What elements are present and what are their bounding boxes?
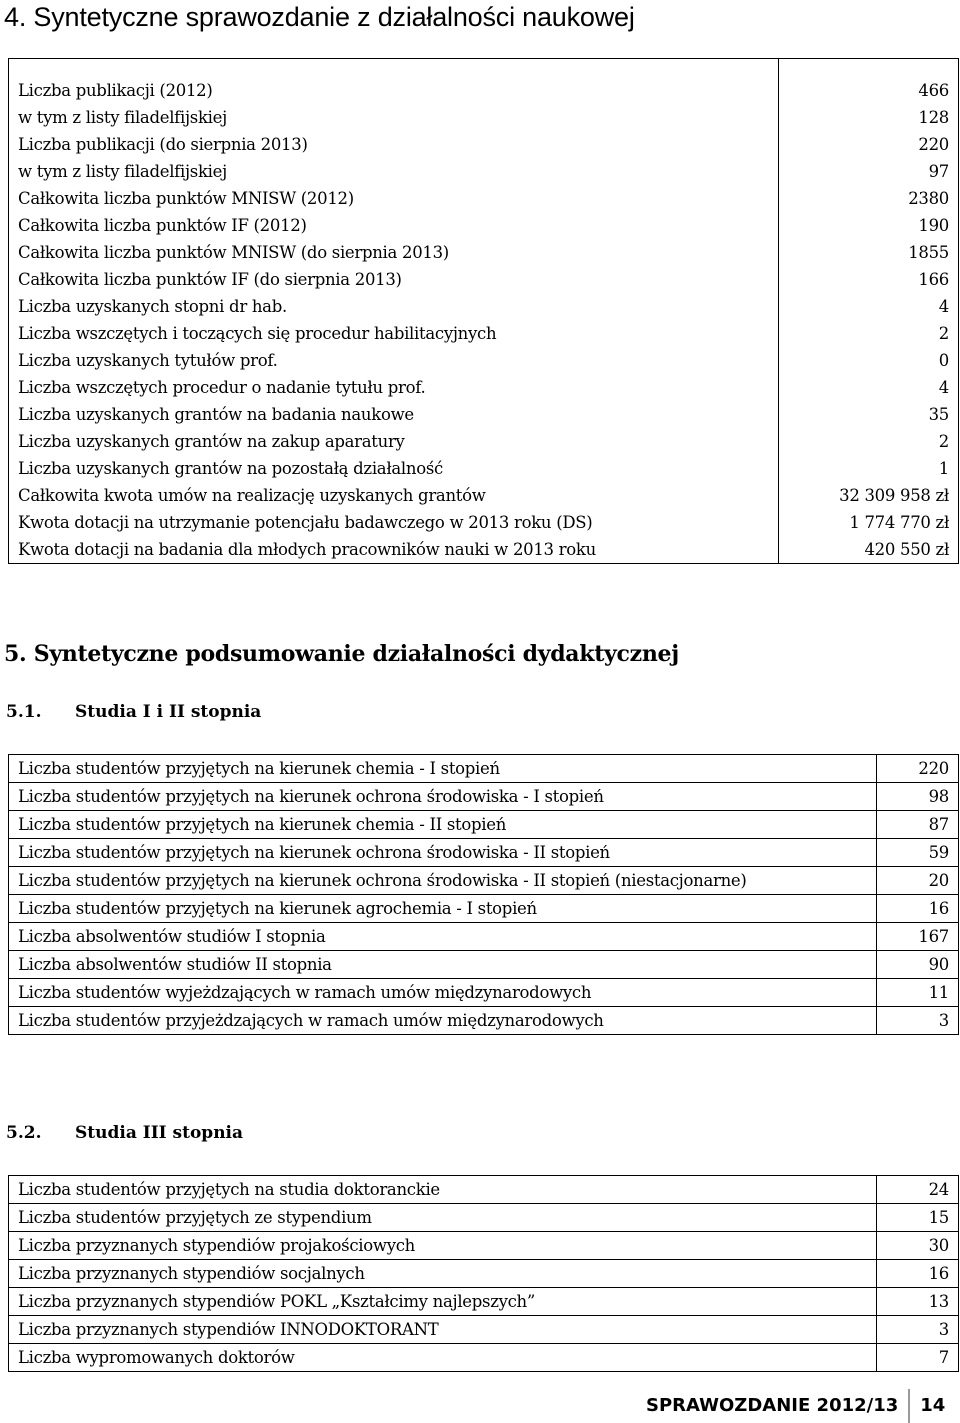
subsection-5-1-heading	[6, 700, 261, 724]
row-value: 1855	[779, 239, 959, 266]
row-value: 32 309 958 zł	[779, 482, 959, 509]
page-number: 14	[920, 1395, 946, 1416]
table-row	[9, 839, 959, 867]
section-5-heading: 5. Syntetyczne podsumowanie działalności dydaktycznej	[4, 641, 679, 667]
row-value: 20	[877, 867, 959, 895]
footer-report-label: SPRAWOZDANIE 2012/13	[646, 1395, 899, 1416]
table-row	[9, 104, 959, 131]
row-label: Liczba studentów przyjętych na kierunek ochrona środowiska - II stopień (niestacjonarne)	[9, 867, 877, 895]
row-value: 0	[779, 347, 959, 374]
subsection-number: 5.1.	[6, 702, 42, 722]
subsection-5-2-heading	[6, 1121, 243, 1145]
row-label: Liczba absolwentów studiów I stopnia	[9, 923, 877, 951]
table-row	[9, 482, 959, 509]
table-row	[9, 1007, 959, 1035]
table-row	[9, 783, 959, 811]
row-value: 420 550 zł	[779, 536, 959, 564]
row-label: Liczba absolwentów studiów II stopnia	[9, 951, 877, 979]
subsection-number: 5.2.	[6, 1123, 42, 1143]
row-value: 16	[877, 1260, 959, 1288]
row-label: Liczba uzyskanych grantów na zakup aparatury	[9, 428, 779, 455]
row-label: Liczba wypromowanych doktorów	[9, 1344, 877, 1372]
row-label: Całkowita liczba punktów MNISW (do sierpnia 2013)	[9, 239, 779, 266]
table-row	[9, 811, 959, 839]
row-label: Liczba uzyskanych grantów na pozostałą działalność	[9, 455, 779, 482]
table-row	[9, 536, 959, 564]
row-value: 7	[877, 1344, 959, 1372]
row-label: Liczba publikacji (2012)	[9, 77, 779, 104]
table-row	[9, 755, 959, 783]
row-value: 4	[779, 374, 959, 401]
row-label: Całkowita liczba punktów IF (2012)	[9, 212, 779, 239]
row-label: Liczba uzyskanych grantów na badania naukowe	[9, 401, 779, 428]
row-label: Liczba publikacji (do sierpnia 2013)	[9, 131, 779, 158]
row-label: Całkowita liczba punktów MNISW (2012)	[9, 185, 779, 212]
table-row	[9, 923, 959, 951]
row-value: 11	[877, 979, 959, 1007]
row-label: Liczba przyznanych stypendiów socjalnych	[9, 1260, 877, 1288]
page-footer	[646, 1389, 945, 1423]
subsection-title: Studia III stopnia	[75, 1123, 244, 1143]
row-value: 190	[779, 212, 959, 239]
row-value: 220	[877, 755, 959, 783]
row-value: 466	[779, 77, 959, 104]
row-label: Całkowita liczba punktów IF (do sierpnia 2013)	[9, 266, 779, 293]
table-row	[9, 1344, 959, 1372]
row-label: Liczba przyznanych stypendiów projakościowych	[9, 1232, 877, 1260]
table-row	[9, 1260, 959, 1288]
row-value: 24	[877, 1176, 959, 1204]
row-label: w tym z listy filadelfijskiej	[9, 104, 779, 131]
row-value: 16	[877, 895, 959, 923]
footer-divider	[908, 1389, 910, 1423]
table-row	[9, 1204, 959, 1232]
row-value: 1 774 770 zł	[779, 509, 959, 536]
row-label: Liczba studentów przyjętych na kierunek ochrona środowiska - I stopień	[9, 783, 877, 811]
row-label: Liczba studentów przyjętych na kierunek chemia - I stopień	[9, 755, 877, 783]
table-row	[9, 239, 959, 266]
row-value: 220	[779, 131, 959, 158]
row-value: 15	[877, 1204, 959, 1232]
row-label: Liczba wszczętych i toczących się procedur habilitacyjnych	[9, 320, 779, 347]
row-value: 2380	[779, 185, 959, 212]
table-row	[9, 895, 959, 923]
row-value: 4	[779, 293, 959, 320]
table-row	[9, 131, 959, 158]
table-row	[9, 347, 959, 374]
table-row	[9, 401, 959, 428]
row-value: 13	[877, 1288, 959, 1316]
row-value: 35	[779, 401, 959, 428]
row-label: Liczba studentów przyjętych na kierunek ochrona środowiska - II stopień	[9, 839, 877, 867]
row-value: 59	[877, 839, 959, 867]
studies-1-2-table	[8, 754, 959, 1035]
row-label: Kwota dotacji na badania dla młodych pracowników nauki w 2013 roku	[9, 536, 779, 564]
row-value: 97	[779, 158, 959, 185]
table-row	[9, 158, 959, 185]
row-label: Liczba studentów wyjeżdzających w ramach umów międzynarodowych	[9, 979, 877, 1007]
row-label: Liczba studentów przyjętych ze stypendium	[9, 1204, 877, 1232]
section-4-heading: 4. Syntetyczne sprawozdanie z działalności naukowej	[4, 2, 635, 32]
row-value: 2	[779, 320, 959, 347]
row-label: Liczba studentów przyjętych na kierunek chemia - II stopień	[9, 811, 877, 839]
row-label: Liczba przyznanych stypendiów INNODOKTORANT	[9, 1316, 877, 1344]
table-row	[9, 509, 959, 536]
row-value: 167	[877, 923, 959, 951]
row-label: Całkowita kwota umów na realizację uzyskanych grantów	[9, 482, 779, 509]
table-row	[9, 1288, 959, 1316]
table-row	[9, 185, 959, 212]
row-label: Liczba uzyskanych tytułów prof.	[9, 347, 779, 374]
row-value: 90	[877, 951, 959, 979]
subsection-title: Studia I i II stopnia	[75, 702, 262, 722]
table-row	[9, 266, 959, 293]
table-row	[9, 1176, 959, 1204]
row-label: Liczba studentów przyjeżdzających w ramach umów międzynarodowych	[9, 1007, 877, 1035]
row-label: Liczba studentów przyjętych na kierunek agrochemia - I stopień	[9, 895, 877, 923]
table-row	[9, 455, 959, 482]
research-summary-table	[8, 58, 959, 564]
row-label: w tym z listy filadelfijskiej	[9, 158, 779, 185]
table-row	[9, 374, 959, 401]
table-row	[9, 293, 959, 320]
row-value: 166	[779, 266, 959, 293]
table-row	[9, 951, 959, 979]
row-label: Kwota dotacji na utrzymanie potencjału badawczego w 2013 roku (DS)	[9, 509, 779, 536]
row-value: 3	[877, 1316, 959, 1344]
studies-3-table	[8, 1175, 959, 1372]
row-value: 3	[877, 1007, 959, 1035]
table-row	[9, 1316, 959, 1344]
row-value: 98	[877, 783, 959, 811]
row-value: 128	[779, 104, 959, 131]
row-label: Liczba uzyskanych stopni dr hab.	[9, 293, 779, 320]
row-value: 87	[877, 811, 959, 839]
table-row	[9, 1232, 959, 1260]
row-label: Liczba wszczętych procedur o nadanie tytułu prof.	[9, 374, 779, 401]
table-row	[9, 320, 959, 347]
table-row	[9, 867, 959, 895]
row-label: Liczba studentów przyjętych na studia doktoranckie	[9, 1176, 877, 1204]
row-value: 1	[779, 455, 959, 482]
table-row	[9, 428, 959, 455]
row-value: 30	[877, 1232, 959, 1260]
row-value: 2	[779, 428, 959, 455]
table-row	[9, 212, 959, 239]
table-row	[9, 979, 959, 1007]
row-label: Liczba przyznanych stypendiów POKL „Kształcimy najlepszych”	[9, 1288, 877, 1316]
table-row	[9, 77, 959, 104]
